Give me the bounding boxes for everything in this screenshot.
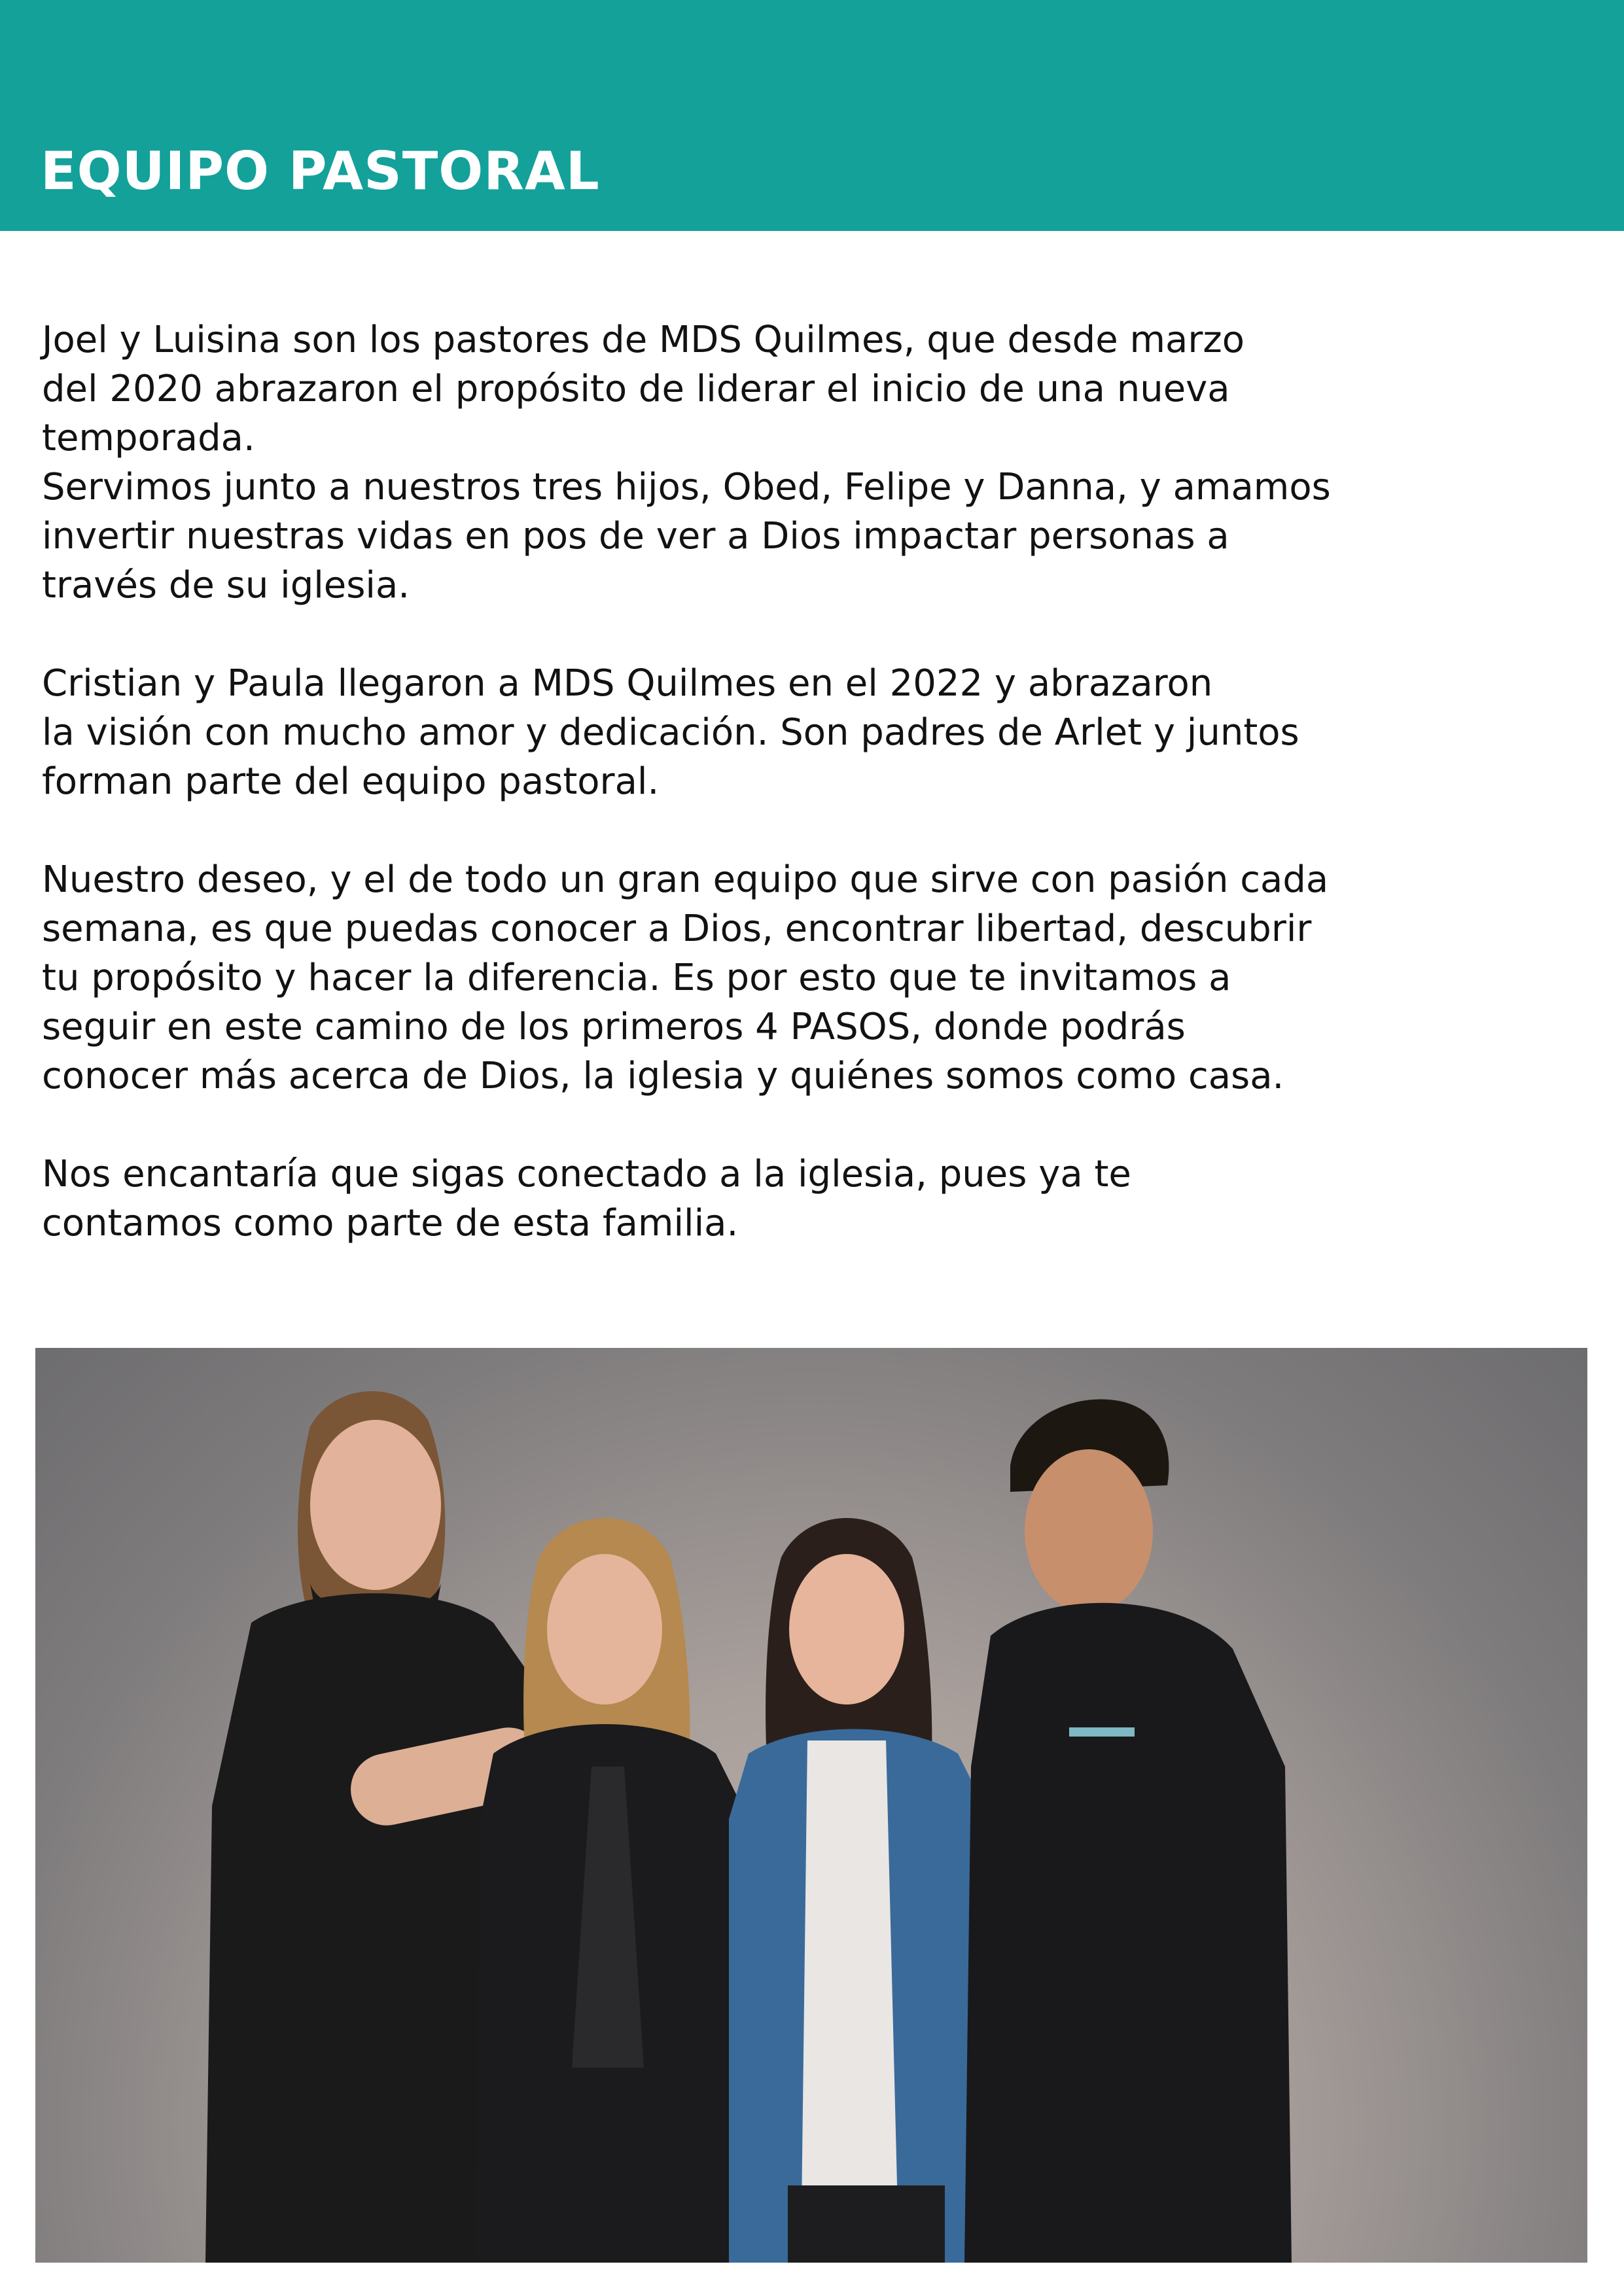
text-line: del 2020 abrazaron el propósito de liderar el inicio de una nueva (42, 368, 1230, 410)
text-line: conocer más acerca de Dios, la iglesia y quiénes somos como casa. (42, 1055, 1284, 1097)
text-line: tu propósito y hacer la diferencia. Es por esto que te invitamos a (42, 957, 1231, 999)
person-3 (729, 1518, 984, 2263)
paragraph-team (42, 659, 1534, 806)
text-line: Nos encantaría que sigas conectado a la iglesia, pues ya te (42, 1153, 1131, 1195)
text-line: la visión con mucho amor y dedicación. Son padres de Arlet y juntos (42, 711, 1299, 754)
text-line: invertir nuestras vidas en pos de ver a Dios impactar personas a (42, 515, 1229, 557)
text-line: temporada. (42, 417, 255, 459)
text-line: Cristian y Paula llegaron a MDS Quilmes en el 2022 y abrazaron (42, 662, 1213, 705)
text-line: Nuestro deseo, y el de todo un gran equipo que sirve con pasión cada (42, 858, 1329, 901)
text-line: forman parte del equipo pastoral. (42, 760, 660, 803)
text-line: semana, es que puedas conocer a Dios, encontrar libertad, descubrir (42, 908, 1312, 950)
text-line: seguir en este camino de los primeros 4 PASOS, donde podrás (42, 1006, 1186, 1048)
team-photo-illustration (35, 1348, 1587, 2263)
person-2 (474, 1518, 742, 2263)
text-line: contamos como parte de esta familia. (42, 1202, 739, 1245)
text-line: Servimos junto a nuestros tres hijos, Obed, Felipe y Danna, y amamos (42, 466, 1331, 508)
team-photo (35, 1348, 1587, 2263)
text-line: través de su iglesia. (42, 564, 410, 607)
page-title: EQUIPO PASTORAL (41, 141, 600, 202)
person-4 (964, 1399, 1292, 2263)
text-line: Joel y Luisina son los pastores de MDS Quilmes, que desde marzo (42, 319, 1245, 361)
body-text (42, 315, 1534, 1297)
paragraph-desire (42, 855, 1534, 1101)
paragraph-pastors (42, 315, 1534, 610)
paragraph-closing (42, 1150, 1534, 1248)
header-band (0, 0, 1624, 231)
